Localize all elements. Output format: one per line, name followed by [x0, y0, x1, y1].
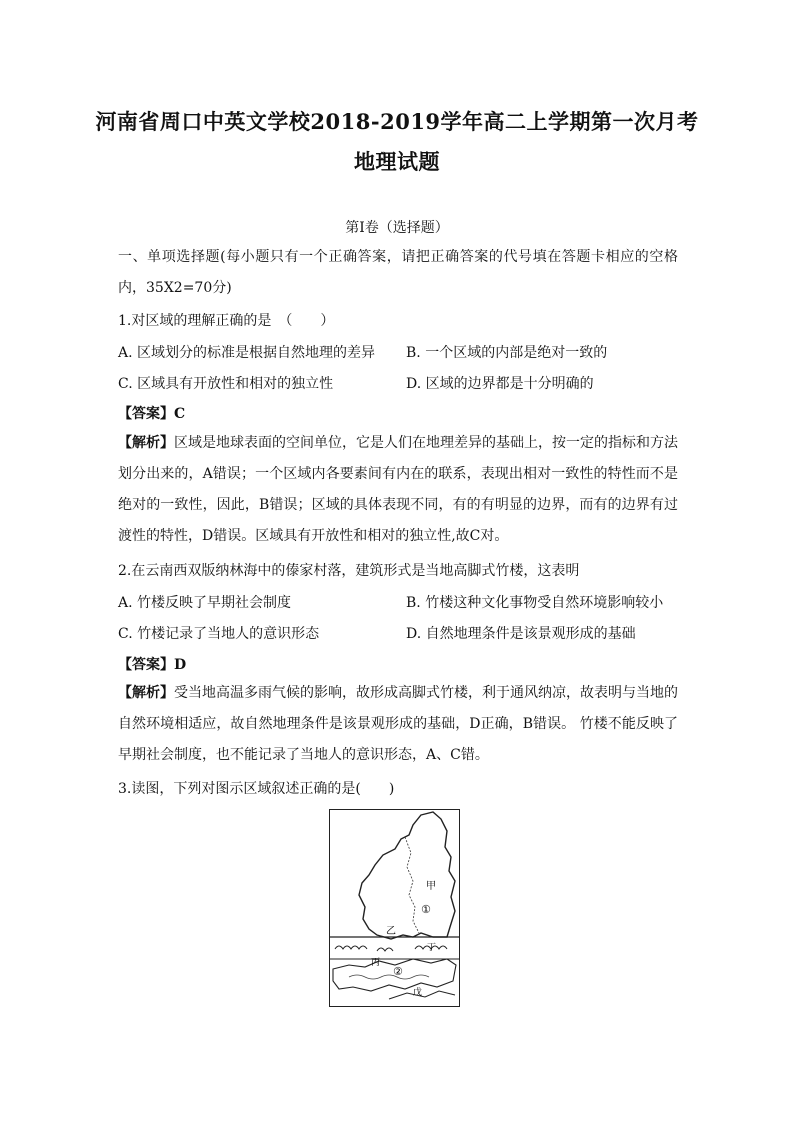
- region-map-figure: [329, 809, 460, 1007]
- map-label-2: ②: [393, 965, 403, 978]
- q1-answer: 【答案】C: [118, 406, 186, 422]
- q1-option-c: C. 区域具有开放性和相对的独立性: [118, 376, 334, 392]
- q2-option-c: C. 竹楼记录了当地人的意识形态: [118, 626, 320, 642]
- document-subtitle: 地理试题: [354, 149, 440, 174]
- q1-analysis: [118, 428, 678, 552]
- map-label-yi: 乙: [386, 926, 396, 937]
- q2-analysis-label: 【解析】: [118, 685, 174, 701]
- q2-analysis-text: 受当地高温多雨气候的影响，故形成高脚式竹楼，利于通风纳凉，故表明与当地的自然环境相适应，故自然地理条件是该景观形成的基础，D正确，B错误。 竹楼不能反映了早期社会制度，也不能记录了当地人的意识形态，A、C错。: [118, 685, 678, 763]
- map-label-jia: 甲: [426, 881, 436, 892]
- instructions: 一、单项选择题(每小题只有一个正确答案，请把正确答案的代号填在答题卡相应的空格内，35X2=70分): [118, 249, 678, 296]
- q2-analysis: [118, 678, 678, 771]
- q1-option-b: B. 一个区域的内部是绝对一致的: [406, 345, 608, 361]
- q1-stem: 1.对区域的理解正确的是 （ ）: [118, 313, 335, 329]
- q1-option-d: D. 区域的边界都是十分明确的: [406, 376, 594, 392]
- q2-answer: 【答案】D: [118, 657, 187, 673]
- q1-analysis-label: 【解析】: [118, 435, 174, 451]
- q2-option-d: D. 自然地理条件是该景观形成的基础: [406, 626, 636, 642]
- section-title: 第Ⅰ卷（选择题）: [345, 220, 449, 236]
- q3-stem: 3.读图，下列对图示区域叙述正确的是( ): [118, 781, 395, 797]
- map-label-ding: 丁: [427, 943, 437, 953]
- q1-analysis-text: 区域是地球表面的空间单位，它是人们在地理差异的基础上，按一定的指标和方法划分出来的，A错误；一个区域内各要素间有内在的联系，表现出相对一致性的特性而不是绝对的一致性，因此，B错误；区域的具体表现不同，有的有明显的边界，而有的边界有过渡性的特性，D错误。区域具有开放性和相对的独立性,故C对。: [118, 435, 678, 544]
- map-label-wu: 戊: [413, 988, 423, 998]
- q1-option-a: A. 区域划分的标准是根据自然地理的差异: [118, 345, 376, 361]
- map-label-1: ①: [421, 903, 431, 916]
- document-title: 河南省周口中英文学校2018-2019学年高二上学期第一次月考: [95, 109, 699, 134]
- q2-stem: 2.在云南西双版纳林海中的傣家村落，建筑形式是当地高脚式竹楼，这表明: [118, 563, 580, 579]
- q2-option-b: B. 竹楼这种文化事物受自然环境影响较小: [406, 595, 664, 611]
- q2-option-a: A. 竹楼反映了早期社会制度: [118, 595, 292, 611]
- map-label-bing: 丙: [371, 958, 381, 968]
